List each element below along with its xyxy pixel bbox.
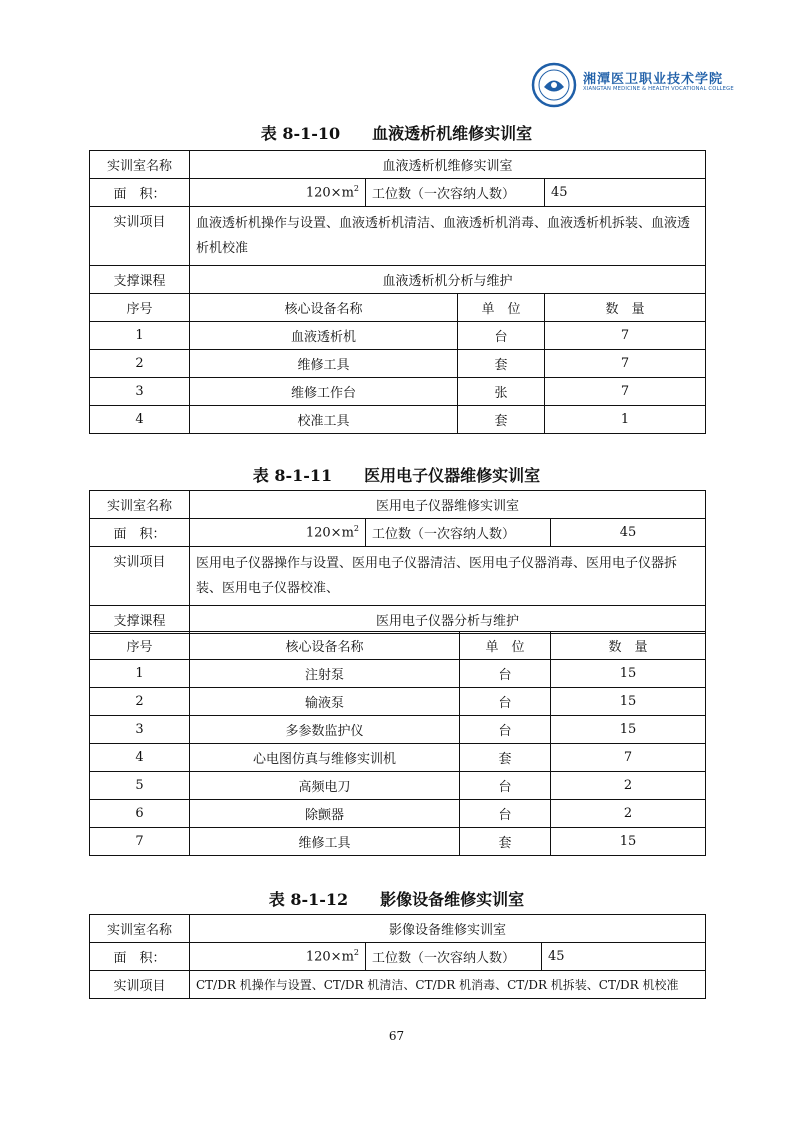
area-value: $120\times m^2$ <box>190 519 366 547</box>
col-header-device: 核心设备名称 <box>190 294 458 322</box>
room-name-value: 血液透析机维修实训室 <box>190 151 706 179</box>
row-qty: 15 <box>551 828 706 856</box>
row-unit: 台 <box>460 772 551 800</box>
row-device: 多参数监护仪 <box>190 716 460 744</box>
row-no: 3 <box>90 716 190 744</box>
col-header-qty: 数 量 <box>551 632 706 660</box>
table-row <box>90 406 706 434</box>
area-label: 面 积： <box>90 519 190 547</box>
row-qty: 15 <box>551 688 706 716</box>
row-unit: 张 <box>458 378 545 406</box>
table-row <box>90 716 706 744</box>
row-unit: 台 <box>460 716 551 744</box>
college-emblem-icon <box>531 62 577 108</box>
room-name-label: 实训室名称 <box>90 915 190 943</box>
table-row <box>90 322 706 350</box>
row-device: 注射泵 <box>190 660 460 688</box>
table-row <box>90 828 706 856</box>
course-label: 支撑课程 <box>90 606 190 634</box>
page-number: 67 <box>388 1029 405 1043</box>
row-qty: 1 <box>545 406 706 434</box>
course-label: 支撑课程 <box>90 266 190 294</box>
stations-label: 工位数（一次容纳人数） <box>366 943 542 971</box>
row-device: 心电图仿真与维修实训机 <box>190 744 460 772</box>
room-name-value: 医用电子仪器维修实训室 <box>190 491 706 519</box>
row-device: 血液透析机 <box>190 322 458 350</box>
area-label: 面 积： <box>90 179 190 207</box>
row-no: 3 <box>90 378 190 406</box>
table-caption: 表 8-1-11 医用电子仪器维修实训室 <box>252 466 541 485</box>
row-qty: 7 <box>545 378 706 406</box>
items-label: 实训项目 <box>90 971 190 999</box>
row-qty: 15 <box>551 716 706 744</box>
row-unit: 套 <box>460 828 551 856</box>
college-logo <box>531 62 734 110</box>
table-row <box>90 800 706 828</box>
row-qty: 7 <box>551 744 706 772</box>
course-value: 医用电子仪器分析与维护 <box>190 606 706 634</box>
row-unit: 套 <box>458 406 545 434</box>
items-label: 实训项目 <box>90 547 190 606</box>
row-device: 维修工具 <box>190 350 458 378</box>
table-row <box>90 660 706 688</box>
table-row <box>90 744 706 772</box>
row-no: 7 <box>90 828 190 856</box>
stations-label: 工位数（一次容纳人数） <box>366 519 551 547</box>
row-device: 校准工具 <box>190 406 458 434</box>
table-row <box>90 772 706 800</box>
table-row <box>90 350 706 378</box>
area-label: 面 积： <box>90 943 190 971</box>
equipment-table <box>89 150 706 434</box>
col-header-unit: 单 位 <box>460 632 551 660</box>
row-qty: 7 <box>545 350 706 378</box>
area-value: $120\times m^2$ <box>190 943 366 971</box>
col-header-no: 序号 <box>90 294 190 322</box>
items-value: 医用电子仪器操作与设置、医用电子仪器清洁、医用电子仪器消毒、医用电子仪器拆装、医用电子仪器校准、 <box>190 547 706 606</box>
col-header-device: 核心设备名称 <box>190 632 460 660</box>
col-header-unit: 单 位 <box>458 294 545 322</box>
row-device: 除颤器 <box>190 800 460 828</box>
stations-value: 45 <box>551 519 706 547</box>
equipment-list-table <box>89 631 706 856</box>
row-no: 1 <box>90 322 190 350</box>
row-no: 1 <box>90 660 190 688</box>
col-header-qty: 数 量 <box>545 294 706 322</box>
stations-label: 工位数（一次容纳人数） <box>366 179 545 207</box>
row-unit: 台 <box>458 322 545 350</box>
room-name-label: 实训室名称 <box>90 151 190 179</box>
col-header-no: 序号 <box>90 632 190 660</box>
row-device: 维修工作台 <box>190 378 458 406</box>
table-caption: 表 8-1-10 血液透析机维修实训室 <box>260 124 533 143</box>
row-qty: 2 <box>551 800 706 828</box>
row-no: 2 <box>90 688 190 716</box>
row-unit: 套 <box>458 350 545 378</box>
college-name-cn: 湘潭医卫职业技术学院 <box>583 72 724 87</box>
items-label: 实训项目 <box>90 207 190 266</box>
row-unit: 台 <box>460 660 551 688</box>
items-value: CT/DR 机操作与设置、CT/DR 机清洁、CT/DR 机消毒、CT/DR 机拆装、CT/DR 机校准 <box>190 971 706 999</box>
row-device: 高频电刀 <box>190 772 460 800</box>
stations-value: 45 <box>542 943 706 971</box>
row-no: 6 <box>90 800 190 828</box>
course-value: 血液透析机分析与维护 <box>190 266 706 294</box>
row-qty: 7 <box>545 322 706 350</box>
area-value: $120\times m^2$ <box>190 179 366 207</box>
row-no: 4 <box>90 744 190 772</box>
room-name-value: 影像设备维修实训室 <box>190 915 706 943</box>
row-qty: 15 <box>551 660 706 688</box>
row-unit: 台 <box>460 800 551 828</box>
items-value: 血液透析机操作与设置、血液透析机清洁、血液透析机消毒、血液透析机拆装、血液透析机校准 <box>190 207 706 266</box>
row-unit: 套 <box>460 744 551 772</box>
table-caption: 表 8-1-12 影像设备维修实训室 <box>268 890 525 909</box>
stations-value: 45 <box>545 179 706 207</box>
row-no: 5 <box>90 772 190 800</box>
equipment-table <box>89 490 706 634</box>
row-qty: 2 <box>551 772 706 800</box>
row-no: 2 <box>90 350 190 378</box>
equipment-table <box>89 914 706 999</box>
college-name-en: XIANGTAN MEDICINE & HEALTH VOCATIONAL COLLEGE <box>583 86 734 92</box>
row-unit: 台 <box>460 688 551 716</box>
room-name-label: 实训室名称 <box>90 491 190 519</box>
row-no: 4 <box>90 406 190 434</box>
table-row <box>90 688 706 716</box>
row-device: 维修工具 <box>190 828 460 856</box>
row-device: 输液泵 <box>190 688 460 716</box>
table-row <box>90 378 706 406</box>
